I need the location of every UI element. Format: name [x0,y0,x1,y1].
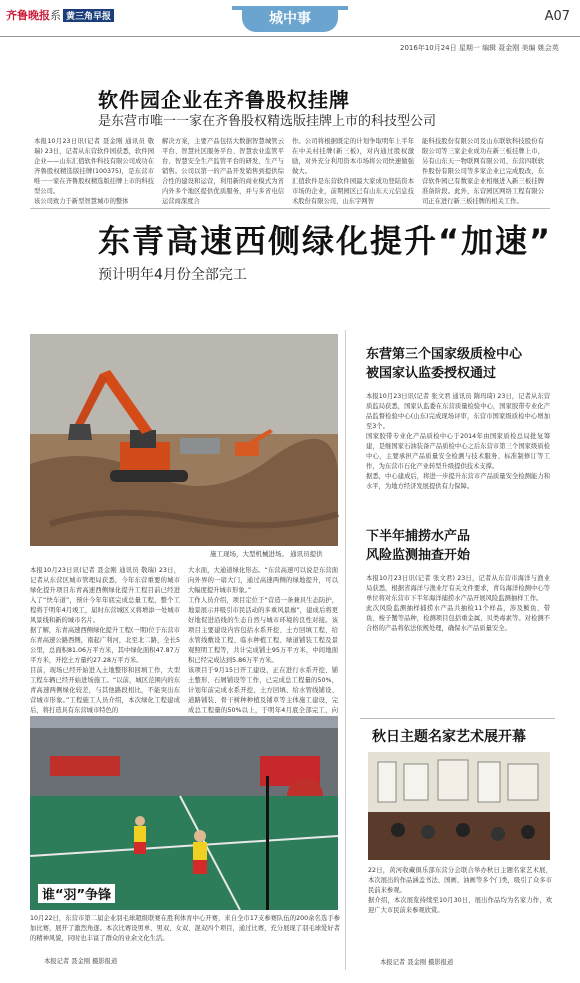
edition-name: 黄三角早报 [63,9,114,22]
story1-col3: 作。公司将根据既定的计划争取明年上半年在中关村挂牌(新三板)，对内通过股权激励，对外充分利用资本市场将公司快速做强做大。 汇值软件是东营软件园最大家成功登陆资本市场的企业，前期园区已有山东天元信息技术股份有限公司、山东宇网智 [292,138,414,205]
construction-illustration [30,334,338,546]
badminton-photo [30,716,338,910]
story5-body: 22日，黄河收藏俱乐部东营分会联合举办秋日主题名家艺术展，本次展出的作品涵盖书法、国画、油画等多个门类，吸引了众多市民前来参观。 据介绍，本次展览持续至10月30日，展出作品均为名家力作，欢迎广大市民前来参观欣赏。 [368,867,552,914]
photo-caption: 施工现场，大型机械进场。 通讯员提供 [210,550,323,558]
story2-subhead: 预计明年4月份全部完工 [98,267,247,283]
story1-subhead: 是东营市唯一一家在齐鲁股权精选版挂牌上市的科技型公司 [98,114,437,129]
newspaper-logo [6,7,114,23]
story1-col1: 本报10月23日讯(记者 聂金刚 通讯员 敬瑞) 23日，记者从东营软件园获悉，软件园企业——山东汇值软件科技有限公司成功在齐鲁股权精选版挂牌(100375)，是东营市唯一一家在齐鲁股权精选版挂牌上市的科技型公司。 该公司致力于新型智慧城市的整体 [34,138,154,205]
construction-photo [30,334,338,546]
story5-credit: 本报记者 聂金刚 摄影报道 [380,959,454,966]
section-title: 城中事 [269,11,311,27]
logo-suffix: 系 [50,9,61,22]
story4-body: 本报10月23日讯(记者 张文君) 23日，记者从东营市海洋与渔业局获悉，根据省海洋与渔业厅有关文件要求，青岛海洋检测中心等单位将对东营市下半年海洋捕捞水产品开展风险监测抽样工作。 此次风险监测抽样捕捞水产品共抽检11个样品，涉及鲅鱼、带鱼、梭子蟹等品种，检测项目包括重金属、贝类毒素等。对检测不合格的产品将依法依规处理，确保水产品质量安全。 [366,575,550,632]
story2-col2: 大水面，大通道绿化形态。“东营高速可以说是东营面向外界的一扇大门，通过高速两侧的绿地提升，可以大幅度提升城市形象。” 工作人员介绍，项目定位于“营造一条兼具生态防护，地景展示并吸引市民活动的多重风景廊”，建成后将更好地促进沿线的生态自然与城市环境的良性对接。该项目主要建设内容包括水系开挖、土方回填工程、给水管线敷设工程、临水种植工程、绿道铺装工程及景观照明工程等，共计完成铺土95万平方米，中间地面积已经完成达到5.86万平方米。 该项目于9月15日开工建设，正在进行水系开挖、铺土整形、石屑铺设等工作，已完成总工程量的50%，计划年前完成水系开挖、土方回填、给水管线铺设、道路铺装、骨干树种种植及铺草等主体施工建设，完成总工程量的50%以上，于明年4月底全部完工，向 [188,567,338,714]
dateline: 2016年10月24日 星期一 编辑 聂金刚 美编 姚会英 [400,44,559,52]
story1-col4: 能科技股份有限公司及山东联软科技股份有限公司等三家企业成功在新三板挂牌上市，另有山东天一物联网有限公司、东营四联软件股份有限公司等多家企业已完成股改，东营软件园已有数家企业相继进入新三板挂牌准备阶段。此外，东营园区网络工程有限公司正在进行新三板挂牌的相关工作。 [422,138,544,205]
section-tab [242,6,338,32]
page-number: A07 [544,9,570,24]
exhibition-illustration [368,752,550,860]
divider [360,718,555,719]
badminton-illustration [30,716,338,910]
art-exhibition-photo [368,752,550,860]
story1-col2: 解决方案，主要产品包括大数据智慧城管云平台、智慧社区服务平台、智慧农业监管平台、智慧安全生产监管平台的研发、生产与销售。公司以第一的产品开发销售到提供综合性的建设和运营，利用新的商业模式为省内外多个地区提供优质服务，并与多省电信运营商深度合 [162,138,284,205]
masthead [0,0,580,34]
story2-col1: 本报10月23日讯(记者 聂金刚 通讯员 敬瑞) 23日，记者从东营区城市管理局获悉，今年东营重要的城市绿化提升项目东青高速西侧绿化提升工程目前已经进入了“快车道”，预计今年年底完成总量工程，整个工程将于明年4月竣工，届时东营城区又将增添一处城市风景线和新的城市名片。 据了解，东青高速西侧绿化提升工程(一期)位于东营市东青高速公路西侧，南起广利河，北至北二路，全长5公里，总面积81.06万平方米，其中绿化面积47.87万平方米，开挖土方量约27.28万平方米。 目前，现场已经开始进入土地整形和回填工作，大型工程车辆已经开始进场施工。“以前，城区范围内的东青高速两侧绿化较差，与其他路段相比，不能突出东营城市形象。”工程施工人员介绍，本次绿化工程建成后，将打造具有东营城市特色的 [30,567,180,714]
logo-text: 齐鲁晚报 [6,9,50,22]
story3-body: 本报10月23日讯(记者 张文君 通讯员 隋玛琦) 23日，记者从东营质监局获悉，国家认监委在东营质量检验中心，国家胶带专业化产品监督检验中心(山东)完成现场评审，东营市国家级质检中心增加至3个。 国家胶带专业化产品质检中心于2014年由国家质检总局批复筹建，是继国家石油装备产品质检中心之后东营市第三个国家级质检中心，主要承担产品质量安全检测与技术服务、标准制修订等工作，为东营市石化产业转型升级提供技术支撑。 据悉，中心建成后，将进一步提升东营市产品质量安全检测能力和水平，为地方经济发展提供有力保障。 [366,393,550,490]
story4-headline-1: 下半年捕捞水产品 [366,529,471,544]
story2-headline: 东青高速西侧绿化提升“加速” [98,222,553,260]
story1-headline: 软件园企业在齐鲁股权挂牌 [98,88,350,112]
sports-credit: 本报记者 聂金刚 摄影报道 [44,958,118,965]
sports-caption: 10月22日，东营市第二届企业羽毛球超级联赛在胜利体育中心开赛，来自全市17支参赛队伍的200余名选手参加比赛，展开了激烈角逐。本次比赛设男单、男双、女双、混双四个项目，通过比赛，充分展现了羽毛球爱好者的精神风貌，同时也丰富了群众的业余文化生活。 [30,915,340,942]
sports-photo-tag: 谁“羽”争锋 [38,884,115,903]
story4-headline-2: 风险监测抽查开始 [366,548,471,563]
divider [30,208,550,209]
column-divider [345,330,346,970]
story3-headline-1: 东营第三个国家级质检中心 [366,347,523,362]
story5-headline: 秋日主题名家艺术展开幕 [372,729,526,745]
header-divider [0,36,580,37]
story3-headline-2: 被国家认监委授权通过 [366,366,497,381]
